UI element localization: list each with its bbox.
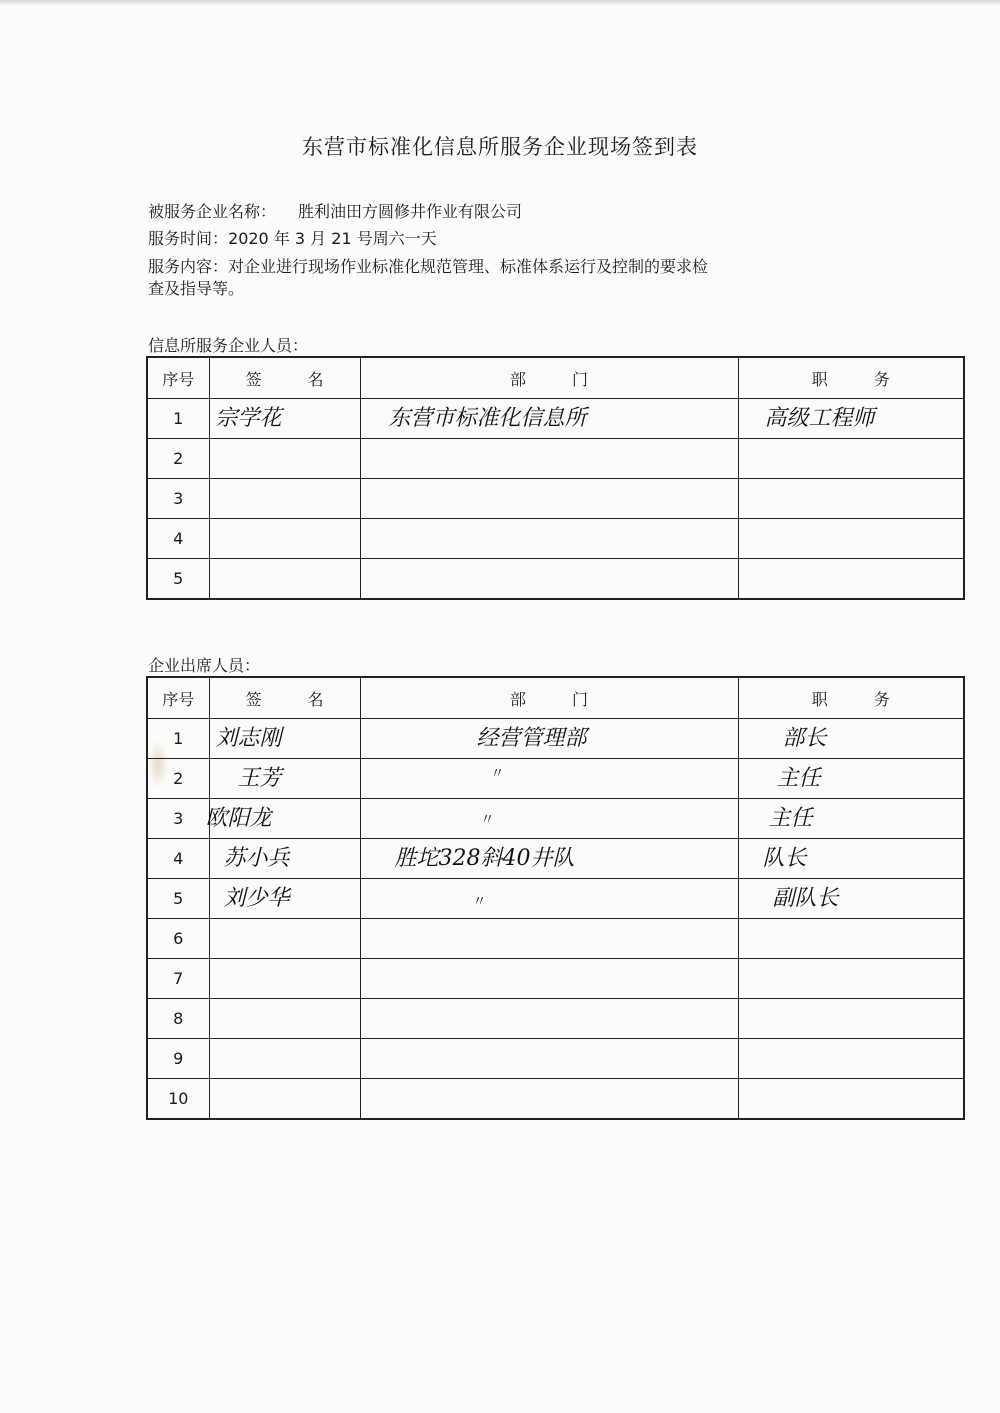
- header-pos: 职 务: [738, 677, 964, 719]
- header-pos: 职 务: [738, 357, 964, 399]
- row-number: 1: [147, 399, 209, 439]
- position-cell: [738, 519, 964, 559]
- content-value-line2: 查及指导等。: [148, 279, 245, 298]
- time-label: 服务时间：: [148, 229, 229, 248]
- handwritten-position: 副队长: [772, 885, 839, 911]
- position-cell: [738, 559, 964, 600]
- signature-cell: [209, 719, 360, 759]
- table-row: [147, 919, 964, 959]
- time-line: [148, 228, 437, 250]
- position-cell: [738, 399, 964, 439]
- table-row: [147, 479, 964, 519]
- table-row: [147, 959, 964, 999]
- time-value: 2020 年 3 月 21 号周六一天: [228, 229, 437, 248]
- signature-cell: [209, 839, 360, 879]
- signature-cell: [205, 799, 360, 839]
- section1-label: 信息所服务企业人员：: [148, 336, 309, 355]
- header-no: 序号: [147, 677, 209, 719]
- company-label: 被服务企业名称：: [148, 202, 277, 221]
- position-cell: [738, 719, 964, 759]
- table-row: [147, 719, 964, 759]
- row-number: 2: [147, 759, 209, 799]
- department-cell: [360, 799, 738, 839]
- position-cell: [738, 999, 964, 1039]
- header-dept: 部 门: [360, 677, 738, 719]
- table-row: [147, 1039, 964, 1079]
- content-label: 服务内容：: [148, 257, 229, 276]
- header-sign: 签 名: [209, 677, 360, 719]
- signature-cell: [209, 439, 360, 479]
- department-cell: [360, 919, 738, 959]
- signature-cell: [209, 959, 360, 999]
- row-number: 7: [147, 959, 209, 999]
- department-cell: [360, 1039, 738, 1079]
- table-row: [147, 759, 964, 799]
- position-cell: [738, 879, 964, 919]
- position-cell: [738, 959, 964, 999]
- handwritten-position: 高级工程师: [764, 405, 875, 431]
- handwritten-signature: 苏小兵: [223, 845, 290, 871]
- department-cell: [360, 1079, 738, 1120]
- signature-cell: [209, 559, 360, 600]
- handwritten-signature: 宗学花: [215, 405, 282, 431]
- signature-cell: [209, 479, 360, 519]
- header-sign: 签 名: [209, 357, 360, 399]
- handwritten-department: 胜坨328斜40井队: [394, 845, 575, 871]
- table-row: [147, 999, 964, 1039]
- position-cell: [738, 919, 964, 959]
- handwritten-department: 东营市标准化信息所: [388, 405, 587, 431]
- header-no: 序号: [147, 357, 209, 399]
- signature-cell: [209, 399, 360, 439]
- handwritten-position: 主任: [768, 805, 813, 831]
- department-cell: [360, 479, 738, 519]
- handwritten-signature: 欧阳龙: [205, 805, 272, 831]
- position-cell: [738, 799, 964, 839]
- table-row: [147, 879, 964, 919]
- handwritten-position: 主任: [776, 765, 821, 791]
- row-number: 5: [147, 559, 209, 600]
- table-row: [147, 519, 964, 559]
- department-cell: [360, 759, 738, 799]
- handwritten-signature: 刘少华: [223, 885, 290, 911]
- position-cell: [738, 1079, 964, 1120]
- header-dept: 部 门: [360, 357, 738, 399]
- signature-cell: [209, 999, 360, 1039]
- table-row: [147, 439, 964, 479]
- handwritten-signature: 王芳: [237, 765, 282, 791]
- row-number: 10: [147, 1079, 209, 1120]
- row-number: 5: [147, 879, 209, 919]
- signature-cell: [209, 1039, 360, 1079]
- position-cell: [738, 1039, 964, 1079]
- document-title: 东营市标准化信息所服务企业现场签到表: [302, 135, 698, 159]
- position-cell: [738, 479, 964, 519]
- row-number: 3: [147, 479, 209, 519]
- position-cell: [738, 439, 964, 479]
- enterprise-signin-table: [146, 676, 965, 1120]
- scan-top-edge: [0, 0, 1000, 6]
- handwritten-position: 部长: [782, 725, 827, 751]
- position-cell: [738, 759, 964, 799]
- signature-cell: [209, 519, 360, 559]
- ditto-mark: 〃: [490, 766, 505, 782]
- row-number: 4: [147, 519, 209, 559]
- position-cell: [738, 839, 964, 879]
- staff-signin-table: [146, 356, 965, 600]
- table-row: [147, 399, 964, 439]
- ditto-mark: 〃: [472, 894, 487, 910]
- department-cell: [360, 559, 738, 600]
- content-line: [148, 256, 708, 300]
- signature-cell: [209, 759, 360, 799]
- table-row: [147, 799, 964, 839]
- department-cell: [360, 999, 738, 1039]
- department-cell: [360, 959, 738, 999]
- section2-label: 企业出席人员：: [148, 656, 261, 675]
- signature-cell: [209, 919, 360, 959]
- company-value: 胜利油田方圆修井作业有限公司: [298, 202, 523, 221]
- department-cell: [360, 439, 738, 479]
- table-row: [147, 839, 964, 879]
- department-cell: [360, 879, 738, 919]
- row-number: 6: [147, 919, 209, 959]
- department-cell: [360, 519, 738, 559]
- handwritten-position: 队长: [762, 845, 807, 871]
- department-cell: [360, 399, 738, 439]
- department-cell: [360, 719, 738, 759]
- handwritten-department: 经营管理部: [476, 725, 587, 751]
- table-row: [147, 559, 964, 600]
- table-row: [147, 1079, 964, 1120]
- row-number: 1: [147, 719, 209, 759]
- row-number: 3: [147, 799, 209, 839]
- ditto-mark: 〃: [480, 812, 495, 828]
- row-number: 4: [147, 839, 209, 879]
- row-number: 2: [147, 439, 209, 479]
- table-header-row: [147, 357, 964, 399]
- signature-cell: [209, 1079, 360, 1120]
- signature-cell: [209, 879, 360, 919]
- table-header-row: [147, 677, 964, 719]
- row-number: 8: [147, 999, 209, 1039]
- department-cell: [360, 839, 738, 879]
- company-line: [148, 201, 522, 223]
- row-number: 9: [147, 1039, 209, 1079]
- content-value-line1: 对企业进行现场作业标准化规范管理、标准体系运行及控制的要求检: [228, 257, 709, 276]
- handwritten-signature: 刘志刚: [215, 725, 282, 751]
